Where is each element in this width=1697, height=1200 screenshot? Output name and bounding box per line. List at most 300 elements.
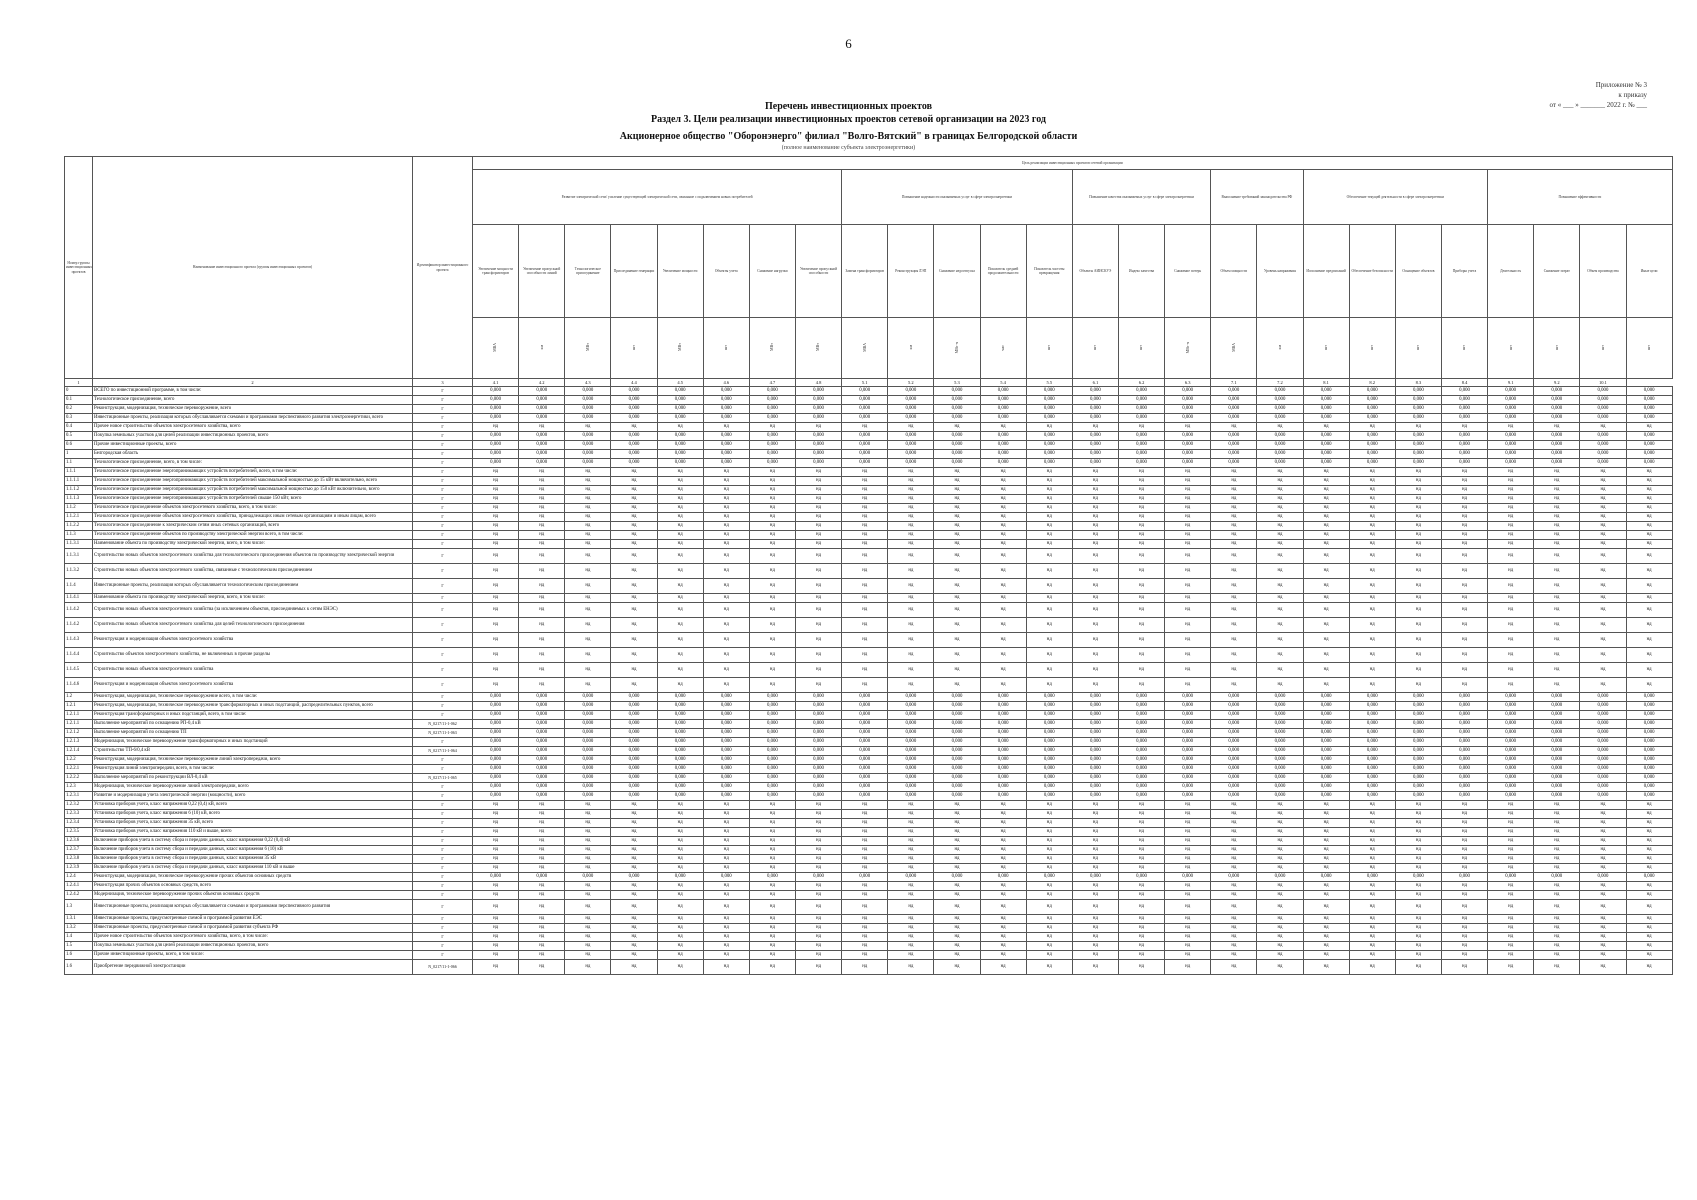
row-value: 0,000 [842,450,888,459]
row-identifier: Г [413,783,473,792]
row-number: 1.1.3.1 [65,540,93,549]
row-value: 0,000 [1211,432,1257,441]
row-value: 0,000 [1072,711,1118,720]
row-value: 0,000 [657,711,703,720]
row-value: нд [1072,924,1118,933]
column-number: 4.5 [657,379,703,387]
row-value: 0,000 [1441,693,1487,702]
row-value: 0,000 [611,702,657,711]
row-value: нд [1211,900,1257,915]
row-value: нд [1118,549,1164,564]
row-value: нд [1211,855,1257,864]
row-value: нд [1349,549,1395,564]
row-value: 0,000 [1026,738,1072,747]
row-value: нд [1211,837,1257,846]
row-value: нд [519,915,565,924]
row-value: 0,000 [1026,441,1072,450]
row-value: нд [565,915,611,924]
row-value: нд [1026,915,1072,924]
row-value: нд [1349,678,1395,693]
row-value: 0,000 [703,738,749,747]
row-value: 0,000 [1626,738,1672,747]
row-value: 0,000 [1165,387,1211,396]
row-value: 0,000 [1580,720,1626,729]
row-value: 0,000 [1534,774,1580,783]
row-value: нд [1534,855,1580,864]
row-value: 0,000 [749,693,795,702]
header-unit-cell [565,318,611,379]
row-value: 0,000 [1349,774,1395,783]
row-number: 1.2.2.1 [65,765,93,774]
row-value: 0,000 [1626,720,1672,729]
row-value: нд [1211,531,1257,540]
row-value: нд [1580,810,1626,819]
row-value: 0,000 [980,873,1026,882]
row-value: 0,000 [842,711,888,720]
row-value: 0,000 [795,450,841,459]
row-value: нд [1441,486,1487,495]
header-indicator: Обеспечение безопасности [1349,225,1395,318]
row-value: нд [1026,495,1072,504]
row-value: 0,000 [842,747,888,756]
row-value: 0,000 [842,693,888,702]
row-value: нд [1303,504,1349,513]
row-value: 0,000 [1534,432,1580,441]
row-value: 0,000 [1395,720,1441,729]
row-value: 0,000 [1303,432,1349,441]
row-value: 0,000 [795,729,841,738]
row-value: нд [1349,915,1395,924]
row-value: нд [749,564,795,579]
row-value: 0,000 [1026,387,1072,396]
row-value: 0,000 [565,747,611,756]
row-value: 0,000 [980,414,1026,423]
row-name: Установка приборов учета, класс напряжения 0,22 (0,4) кВ, всего [93,801,413,810]
row-value: нд [980,579,1026,594]
row-value: 0,000 [1534,747,1580,756]
row-value: 0,000 [1580,711,1626,720]
row-value: 0,000 [1303,783,1349,792]
row-identifier: Г [413,711,473,720]
row-value: нд [1626,468,1672,477]
header-unit: шт [1138,344,1144,350]
row-value: нд [1026,663,1072,678]
row-value: нд [1534,942,1580,951]
row-value: нд [980,942,1026,951]
row-value: 0,000 [795,765,841,774]
document-title: Перечень инвестиционных проектов [764,101,932,112]
row-value: 0,000 [565,450,611,459]
header-unit-cell [1488,318,1534,379]
row-value: 0,000 [657,747,703,756]
row-value: нд [1026,678,1072,693]
row-value: нд [1165,900,1211,915]
row-value: 0,000 [473,792,519,801]
table-row [65,579,1673,594]
row-name: Технологическое присоединение, всего [93,396,413,405]
row-value: 0,000 [842,756,888,765]
row-value: 0,000 [1026,702,1072,711]
row-name: Выполнение мероприятий по оснащению РП-0,4 кВ [93,720,413,729]
row-value: нд [1441,915,1487,924]
row-identifier: Г [413,738,473,747]
row-value: нд [1441,891,1487,900]
row-name: Технологическое присоединение энергопринимающих устройств потребителей максимальной мощностью до 15 кВт включительно, всего [93,477,413,486]
row-value: нд [1026,594,1072,603]
row-value: нд [1441,864,1487,873]
row-identifier: Г [413,882,473,891]
row-value: нд [1026,603,1072,618]
row-value: 0,000 [1395,765,1441,774]
row-value: 0,000 [1349,873,1395,882]
row-value: нд [1395,564,1441,579]
row-value: 0,000 [473,747,519,756]
row-value: 0,000 [934,747,980,756]
organization-caption: (полное наименование субъекта электроэнергетики) [781,145,916,151]
row-identifier: Г [413,495,473,504]
row-value: нд [749,828,795,837]
row-value: нд [1534,828,1580,837]
row-value: 0,000 [888,756,934,765]
row-value: нд [657,468,703,477]
header-unit: шт [1323,344,1328,350]
row-value: 0,000 [934,414,980,423]
row-value: нд [980,951,1026,960]
row-number: 1.1.1.3 [65,495,93,504]
row-value: нд [749,900,795,915]
header-indicator: Снижение нагрузки [749,225,795,318]
row-value: нд [980,828,1026,837]
row-value: нд [1626,924,1672,933]
row-value: нд [749,522,795,531]
row-value: нд [657,828,703,837]
row-identifier: Г [413,924,473,933]
row-value: 0,000 [1072,756,1118,765]
row-value: 0,000 [980,387,1026,396]
row-name: Установка приборов учета, класс напряжения 6 (10) кВ, всего [93,810,413,819]
row-value: нд [611,540,657,549]
row-value: 0,000 [1580,405,1626,414]
row-value: нд [703,477,749,486]
table-row [65,495,1673,504]
row-value: нд [473,579,519,594]
row-value: нд [1626,891,1672,900]
column-number: 5.4 [980,379,1026,387]
row-value: 0,000 [473,450,519,459]
row-value: нд [1626,882,1672,891]
table-row [65,942,1673,951]
row-value: нд [473,618,519,633]
row-value: 0,000 [565,711,611,720]
header-goal-group: Повышение надежности оказываемых услуг в сфере электроэнергетики [842,170,1073,225]
header-project-name: Наименование инвестиционного проекта (группы инвестиционных проектов) [93,157,413,379]
row-value: нд [473,864,519,873]
row-value: 0,000 [1072,396,1118,405]
row-value: нд [842,951,888,960]
row-number: 1.1.3 [65,531,93,540]
header-indicator: Уровень напряжения [1257,225,1303,318]
row-value: 0,000 [888,459,934,468]
row-value: нд [657,819,703,828]
row-value: нд [1488,618,1534,633]
row-identifier: Г [413,564,473,579]
row-value: нд [565,891,611,900]
row-value: 0,000 [1072,441,1118,450]
row-value: нд [842,828,888,837]
row-identifier: Г [413,837,473,846]
row-value: 0,000 [1534,792,1580,801]
row-identifier: Г [413,579,473,594]
section-title: Раздел 3. Цели реализации инвестиционных проектов сетевой организации на 2023 год [650,114,1046,125]
row-value: нд [1072,540,1118,549]
row-value: нд [519,495,565,504]
row-value: нд [1026,522,1072,531]
row-identifier: Г [413,450,473,459]
row-value: нд [1303,933,1349,942]
row-value: 0,000 [1165,693,1211,702]
row-value: нд [657,942,703,951]
row-value: нд [1626,942,1672,951]
row-value: нд [980,882,1026,891]
row-value: нд [749,633,795,648]
row-value: 0,000 [1580,414,1626,423]
row-value: 0,000 [565,792,611,801]
table-row [65,828,1673,837]
row-value: нд [1165,801,1211,810]
row-value: 0,000 [1488,405,1534,414]
row-value: 0,000 [1534,711,1580,720]
table-row [65,663,1673,678]
row-number: 1.1.3.2 [65,564,93,579]
row-value: нд [980,864,1026,873]
row-value: нд [795,846,841,855]
row-value: 0,000 [565,720,611,729]
row-value: нд [657,678,703,693]
row-value: нд [795,486,841,495]
row-value: нд [1349,828,1395,837]
row-value: 0,000 [980,702,1026,711]
row-value: 0,000 [1257,702,1303,711]
row-value: нд [1026,423,1072,432]
row-value: 0,000 [934,729,980,738]
row-value: нд [1534,819,1580,828]
row-value: нд [934,531,980,540]
page-number: 6 [845,36,852,51]
row-value: 0,000 [934,459,980,468]
row-value: нд [1072,633,1118,648]
row-value: 0,000 [519,783,565,792]
row-value: нд [1303,678,1349,693]
row-value: нд [1626,663,1672,678]
row-value: 0,000 [1441,765,1487,774]
row-value: нд [1257,603,1303,618]
row-value: 0,000 [519,756,565,765]
row-value: нд [1349,477,1395,486]
row-value: нд [749,603,795,618]
row-value: нд [565,678,611,693]
row-value: нд [519,618,565,633]
row-name: Реконструкция и модернизация объектов электросетевого хозяйства [93,633,413,648]
row-value: нд [1165,891,1211,900]
row-value: 0,000 [657,702,703,711]
row-number: 1.3.1 [65,915,93,924]
row-value: нд [980,531,1026,540]
row-value: 0,000 [795,738,841,747]
row-value: нд [473,594,519,603]
row-value: нд [565,423,611,432]
row-value: нд [565,594,611,603]
row-value: нд [473,423,519,432]
row-name: Строительство объектов электросетевого хозяйства, не включенных в прочие разделы [93,648,413,663]
row-value: нд [888,960,934,975]
row-value: 0,000 [1626,441,1672,450]
row-value: 0,000 [565,783,611,792]
row-value: нд [980,663,1026,678]
row-value: нд [519,846,565,855]
row-value: нд [1395,504,1441,513]
row-value: нд [657,504,703,513]
row-value: нд [1211,423,1257,432]
row-value: 0,000 [657,432,703,441]
row-value: нд [1395,915,1441,924]
row-value: нд [1349,486,1395,495]
row-value: нд [842,564,888,579]
row-value: 0,000 [703,720,749,729]
row-value: 0,000 [1211,783,1257,792]
header-unit: МВА [861,342,867,352]
row-name: Инвестиционные проекты, предусмотренные схемой и программой развития ЕЭС [93,915,413,924]
table-row [65,729,1673,738]
row-value: нд [1395,678,1441,693]
row-value: нд [1488,828,1534,837]
row-value: нд [934,549,980,564]
row-value: нд [1349,837,1395,846]
row-value: нд [980,915,1026,924]
row-value: нд [657,960,703,975]
row-value: 0,000 [1488,747,1534,756]
row-value: 0,000 [1211,441,1257,450]
row-value: нд [888,663,934,678]
row-value: 0,000 [1257,783,1303,792]
header-unit-cell [842,318,888,379]
header-indicator: Увеличение пропускной способности линий [519,225,565,318]
row-value: нд [1488,468,1534,477]
row-value: 0,000 [888,720,934,729]
row-value: 0,000 [519,738,565,747]
row-value: нд [888,495,934,504]
row-identifier: Г [413,549,473,564]
header-unit: МВт [769,343,775,352]
row-value: 0,000 [1395,693,1441,702]
header-unit: шт [1415,344,1421,350]
row-value: нд [1580,648,1626,663]
row-value: нд [1072,801,1118,810]
header-unit-cell [473,318,519,379]
row-value: нд [749,549,795,564]
row-value: 0,000 [611,783,657,792]
row-value: нд [1165,522,1211,531]
row-value: нд [1257,468,1303,477]
row-number: 1.1.2.1 [65,513,93,522]
row-value: нд [749,477,795,486]
row-value: нд [1488,549,1534,564]
row-value: 0,000 [934,432,980,441]
row-value: 0,000 [1257,405,1303,414]
row-number: 1.2.3.3 [65,810,93,819]
row-value: нд [1534,564,1580,579]
row-value: нд [1349,423,1395,432]
row-number: 1.2 [65,693,93,702]
row-value: 0,000 [1257,459,1303,468]
row-value: нд [565,960,611,975]
row-value: нд [1072,855,1118,864]
row-value: нд [703,960,749,975]
row-value: 0,000 [1580,450,1626,459]
row-value: 0,000 [1257,711,1303,720]
row-name: Технологическое присоединение энергопринимающих устройств потребителей, всего, в том числе: [93,468,413,477]
table-row [65,891,1673,900]
header-unit: шт [1046,344,1052,350]
row-value: 0,000 [565,765,611,774]
row-value: нд [1257,648,1303,663]
row-value: 0,000 [703,405,749,414]
row-identifier: Г [413,618,473,633]
row-value: 0,000 [611,432,657,441]
row-value: 0,000 [1441,774,1487,783]
row-name: Модернизация, техническое перевооружение линий электропередачи, всего [93,783,413,792]
row-value: нд [1580,495,1626,504]
row-value: 0,000 [1395,450,1441,459]
row-value: нд [1580,663,1626,678]
header-unit: км [538,345,544,350]
row-value: 0,000 [842,414,888,423]
row-value: нд [473,900,519,915]
row-value: нд [1349,846,1395,855]
table-row [65,864,1673,873]
row-value: нд [888,678,934,693]
row-value: 0,000 [749,747,795,756]
row-value: нд [1072,891,1118,900]
row-value: нд [980,549,1026,564]
row-value: 0,000 [1441,396,1487,405]
row-value: 0,000 [1303,774,1349,783]
row-value: нд [842,594,888,603]
row-value: 0,000 [1395,729,1441,738]
row-value: 0,000 [888,747,934,756]
row-value: 0,000 [1349,738,1395,747]
header-unit-cell [1580,318,1626,379]
row-value: нд [1118,882,1164,891]
row-value: нд [842,549,888,564]
row-value: нд [519,549,565,564]
row-value: нд [1626,819,1672,828]
row-value: нд [1303,828,1349,837]
row-value: нд [519,942,565,951]
row-value: 0,000 [1165,783,1211,792]
row-value: нд [565,522,611,531]
row-value: 0,000 [657,405,703,414]
row-value: нд [1580,951,1626,960]
row-value: нд [1349,540,1395,549]
row-value: нд [657,891,703,900]
row-value: 0,000 [980,459,1026,468]
row-value: 0,000 [1488,450,1534,459]
row-value: 0,000 [1165,459,1211,468]
row-value: 0,000 [1488,693,1534,702]
row-value: нд [1580,513,1626,522]
row-value: нд [1626,810,1672,819]
row-value: нд [934,594,980,603]
